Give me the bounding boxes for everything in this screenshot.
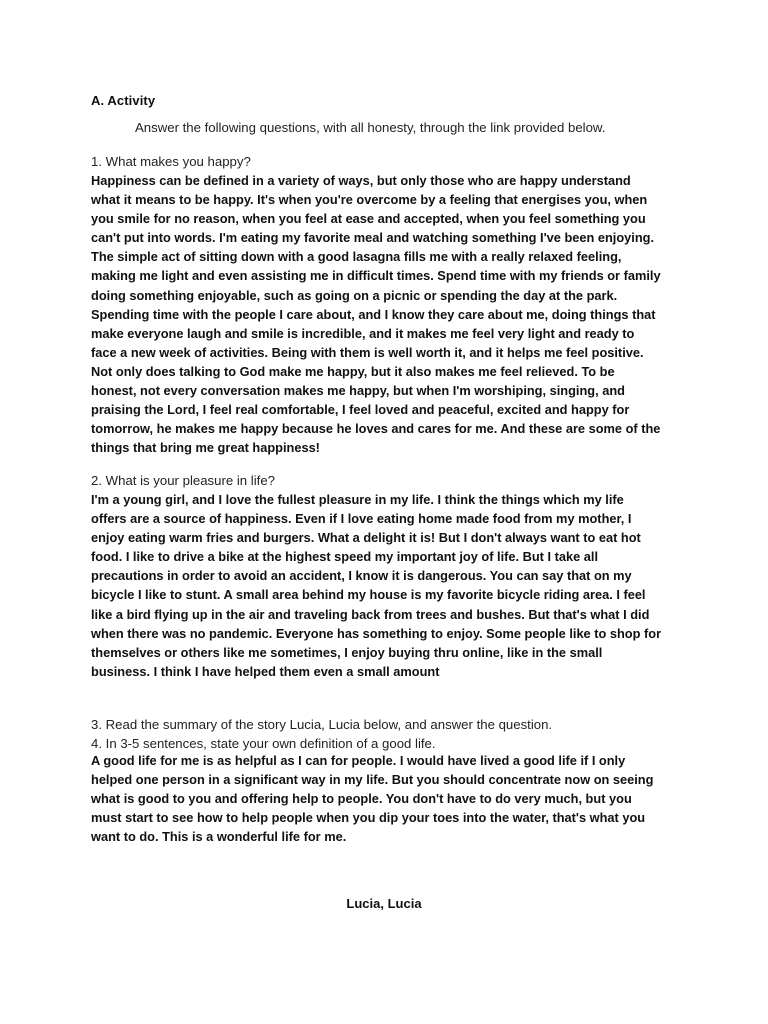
answer-line: tomorrow, he makes me happy because he loves and cares for me. And these are some of the — [91, 421, 661, 437]
answer-line: making me light and even assisting me in difficult times. Spend time with my friends or family — [91, 268, 661, 284]
answer-line: honest, not every conversation makes me happy, but when I'm worshiping, singing, and — [91, 383, 625, 399]
answer-line: The simple act of sitting down with a good lasagna fills me with a really relaxed feeling, — [91, 249, 622, 265]
answer-line: I'm a young girl, and I love the fullest pleasure in my life. I think the things which my life — [91, 492, 624, 507]
answer-line: can't put into words. I'm eating my favorite meal and watching something I've been enjoying. — [91, 230, 655, 246]
answer-2 — [91, 490, 691, 681]
answer-line: Happiness can be defined in a variety of ways, but only those who are happy understand — [91, 173, 631, 188]
answer-line: helped one person in a significant way in my life. But you should concentrate now on seeing — [91, 772, 654, 788]
answer-line: enjoy eating warm fries and burgers. What a delight it is! But I don't always want to eat hot — [91, 530, 641, 546]
answer-line: themselves or others like me sometimes, I enjoy buying thru online, like in the small — [91, 644, 603, 660]
answer-line: praising the Lord, I feel real comfortable, I feel loved and peaceful, excited and happy for — [91, 402, 630, 418]
answer-line: food. I like to drive a bike at the highest speed my important joy of life. But I take all — [91, 549, 598, 565]
answer-line: what is good to you and offering help to people. You don't have to do very much, but you — [91, 791, 632, 807]
answer-line: face a new week of activities. Being with them is well worth it, and it helps me feel positive. — [91, 344, 644, 360]
answer-line: want to do. This is a wonderful life for me. — [91, 829, 347, 845]
answer-4 — [91, 751, 691, 846]
instruction-text: Answer the following questions, with all honesty, through the link provided below. — [135, 120, 606, 135]
question-4: 4. In 3-5 sentences, state your own definition of a good life. — [91, 736, 436, 751]
answer-line: doing something enjoyable, such as going on a picnic or spending the day at the park. — [91, 287, 618, 303]
question-3: 3. Read the summary of the story Lucia, Lucia below, and answer the question. — [91, 717, 553, 732]
answer-line: Spending time with the people I care about, and I know they care about me, doing things that — [91, 306, 656, 322]
answer-line: like a bird flying up in the air and traveling back from trees and bushes. But that's what I did — [91, 606, 650, 622]
answer-line: precautions in order to avoid an accident, I know it is dangerous. You can say that on my — [91, 568, 632, 584]
answer-line: A good life for me is as helpful as I can for people. I would have lived a good life if I only — [91, 753, 626, 768]
answer-line: things that bring me great happiness! — [91, 440, 320, 456]
answer-line: when there was no pandemic. Everyone has something to enjoy. Some people like to shop for — [91, 625, 662, 641]
answer-1 — [91, 171, 691, 457]
story-title: Lucia, Lucia — [346, 896, 422, 911]
section-title: A. Activity — [91, 93, 156, 108]
answer-line: business. I think I have helped them even a small amount — [91, 663, 440, 679]
answer-line: must start to see how to help people when you dip your toes into the water, that's what you — [91, 810, 646, 826]
question-2: 2. What is your pleasure in life? — [91, 473, 275, 488]
answer-line: bicycle I like to stunt. A small area behind my house is my favorite bicycle riding area. I feel — [91, 587, 646, 603]
question-1: 1. What makes you happy? — [91, 154, 251, 169]
answer-line: what it means to be happy. It's when you're overcome by a feeling that energises you, when — [91, 192, 648, 208]
answer-line: Not only does talking to God make me happy, but it also makes me feel relieved. To be — [91, 363, 615, 379]
answer-line: offers are a source of happiness. Even if I love eating home made food from my mother, I — [91, 511, 632, 527]
answer-line: you smile for no reason, when you feel at ease and accepted, when you feel something you — [91, 211, 646, 227]
answer-line: make everyone laugh and smile is incredible, and it makes me feel very light and ready to — [91, 325, 635, 341]
